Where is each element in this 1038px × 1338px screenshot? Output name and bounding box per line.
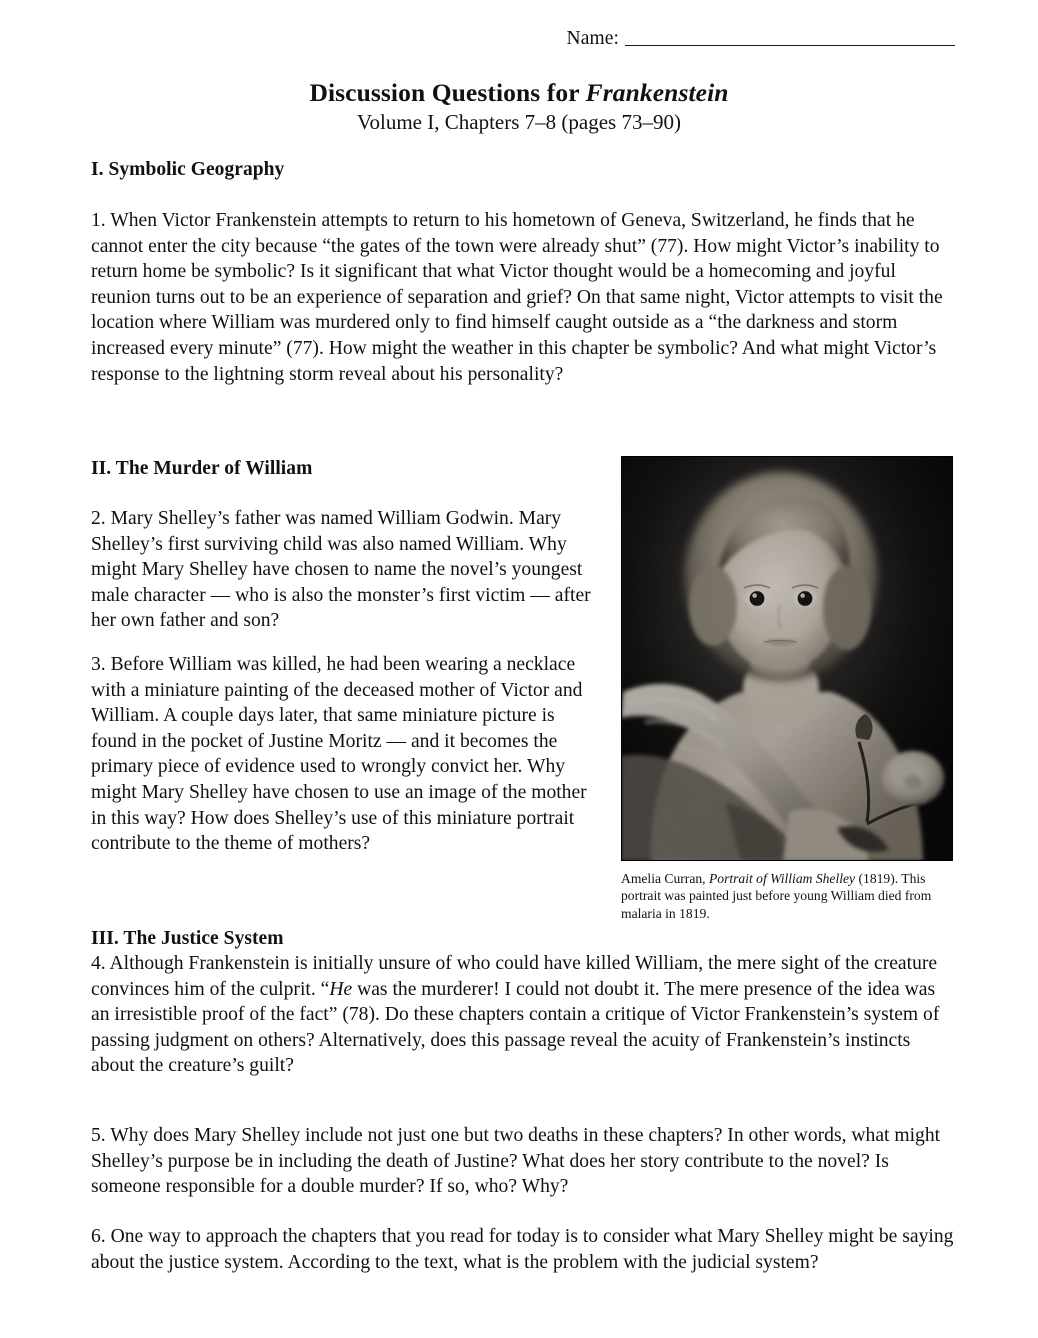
question-3: 3. Before William was killed, he had been wearing a necklace with a miniature painting of the deceased mother of Victor and William. A couple days later, that same miniature picture is found in the pocket of Justine Moritz — and it becomes the primary piece of evidence used to wrongly convict her. Why might Mary Shelley have chosen to use an image of the mother in this way? How does Shelley’s use of this miniature portrait contribute to the theme of mothers? <box>91 654 587 855</box>
page-subtitle: Volume I, Chapters 7–8 (pages 73–90) <box>357 110 681 134</box>
page-title-prefix: Discussion Questions for <box>309 78 586 107</box>
caption-year: (1819). <box>855 871 899 886</box>
question-4-italic-word: He <box>329 978 353 1000</box>
caption-work-title: Portrait of William Shelley <box>708 871 856 886</box>
question-6: 6. One way to approach the chapters that you read for today is to consider what Mary Shelley might be saying about the justice system. According to the text, what is the problem with the judicial system? <box>91 1226 954 1273</box>
page-title <box>0 78 1038 108</box>
question-5: 5. Why does Mary Shelley include not just one but two deaths in these chapters? In other words, what might Shelley’s purpose be in including the death of Justine? What does her story contribute to the novel? Is someone responsible for a double murder? If so, who? Why? <box>91 1125 941 1198</box>
name-write-in-rule[interactable] <box>625 45 955 46</box>
portrait-image <box>621 456 953 861</box>
question-4 <box>91 951 957 1079</box>
section-heading-murder-of-william: II. The Murder of William <box>91 458 313 479</box>
question-4-part-1: 4. Although Frankenstein is initially unsure of who could have killed William, the mere sight of the creature convinces him of the culprit. “ <box>91 953 938 1000</box>
figure-caption <box>621 870 953 922</box>
name-field-line <box>91 28 955 50</box>
caption-note: This portrait was painted just before young William died from malaria in 1819. <box>621 871 932 921</box>
page-title-work: Frankenstein <box>585 78 729 107</box>
figure-portrait-william-shelley <box>621 456 953 922</box>
question-4-part-2: was the murderer! I could not doubt it. The mere presence of the idea was an irresistible proof of the fact” (78). Do these chapters contain a critique of Victor Frankenstein’s system of passing judgment on others? Alternatively, does this passage reveal the acuity of Frankenstein’s instincts about the creature’s guilt? <box>91 978 940 1077</box>
section-heading-symbolic-geography: I. Symbolic Geography <box>91 159 285 180</box>
section-heading-justice-system: III. The Justice System <box>91 928 284 949</box>
question-1: 1. When Victor Frankenstein attempts to return to his hometown of Geneva, Switzerland, he finds that he cannot enter the city because “the gates of the town were already shut” (77). How might Victor’s inability to return home be symbolic? Is it significant that what Victor thought would be a homecoming and joyful reunion turns out to be an experience of separation and grief? On that same night, Victor attempts to visit the location where William was murdered only to find himself caught outside as a “the darkness and storm increased every minute” (77). How might the weather in this chapter be symbolic? And what might Victor’s response to the lightning storm reveal about his personality? <box>91 210 943 385</box>
caption-artist: Amelia Curran, <box>621 871 709 886</box>
name-label: Name: <box>566 28 619 49</box>
question-2: 2. Mary Shelley’s father was named William Godwin. Mary Shelley’s first surviving child was also named William. Why might Mary Shelley have chosen to name the novel’s youngest male character — who is also the monster’s first victim — after her own father and son? <box>91 508 591 632</box>
